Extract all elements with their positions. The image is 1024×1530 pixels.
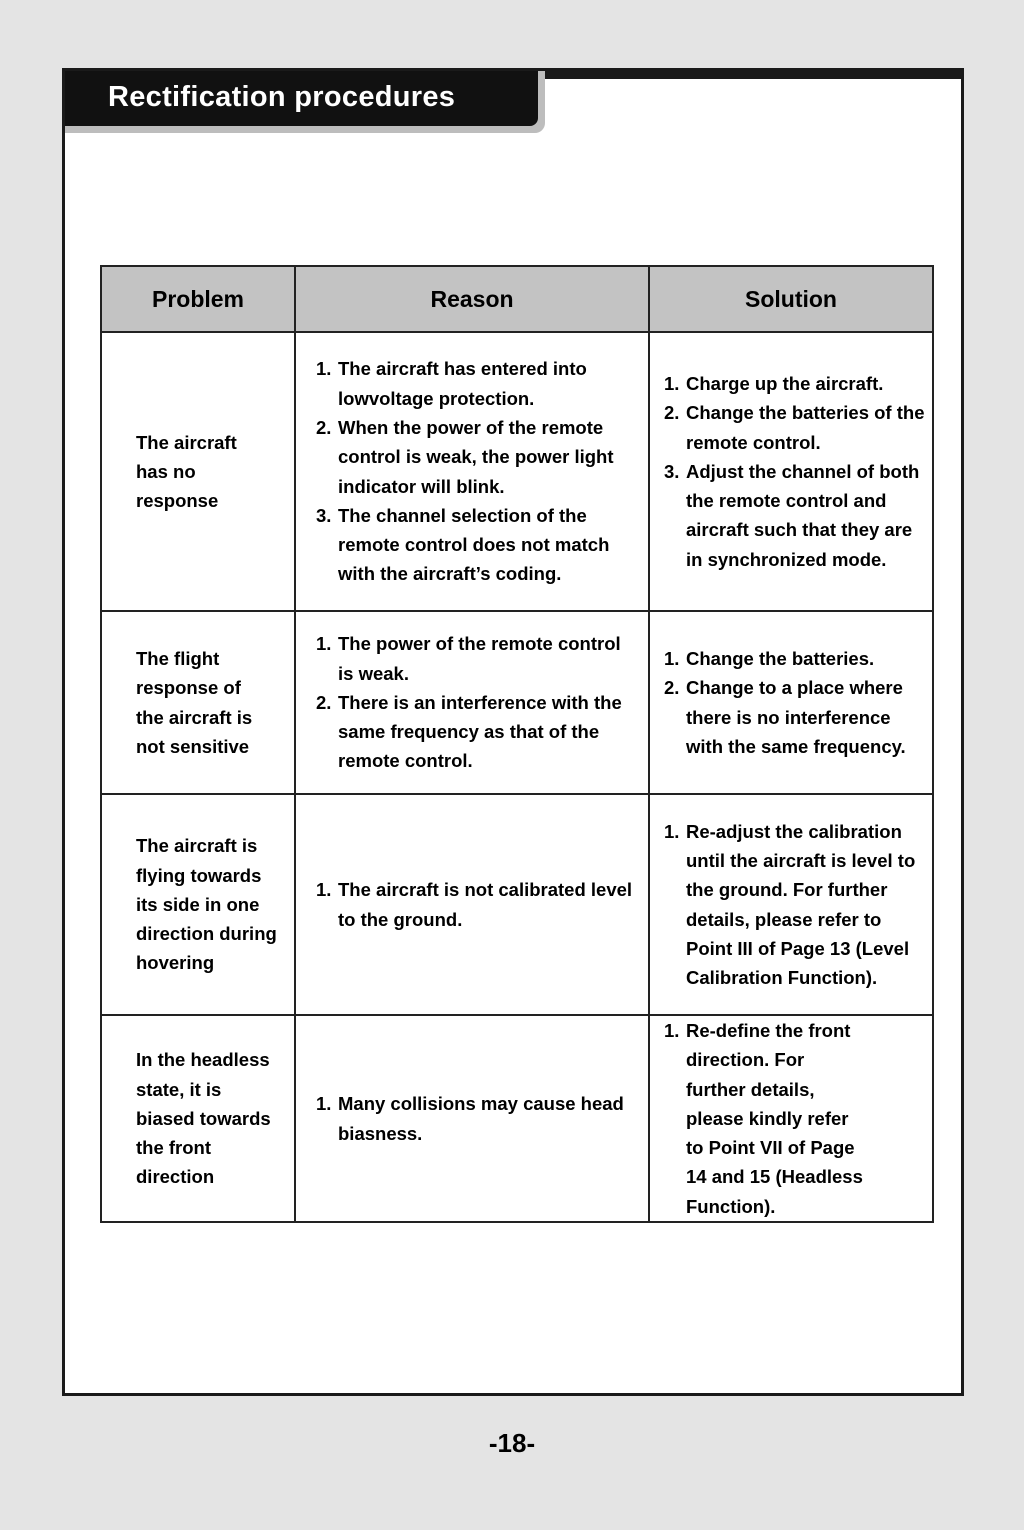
- reason-cell: [295, 794, 649, 1015]
- problem-cell: [101, 794, 295, 1015]
- problem-text: In the headless state, it is biased towards the front direction: [136, 1049, 271, 1188]
- header-reason: Reason: [295, 266, 649, 332]
- reason-cell: [295, 1015, 649, 1222]
- reason-list: [316, 875, 640, 934]
- list-item: 2. Change the batteries of the remote control.: [664, 402, 925, 453]
- problem-text: The aircraft is flying towards its side in one direction during hovering: [136, 835, 277, 974]
- title-tab: [65, 71, 538, 126]
- list-item: 3. Adjust the channel of both the remote control and aircraft such that they are in synchronized mode.: [664, 460, 920, 570]
- page-number: -18-: [488, 1428, 536, 1458]
- problem-cell: [101, 1015, 295, 1222]
- solution-list: [664, 1016, 864, 1221]
- list-item: 1. The power of the remote control is weak.: [316, 633, 621, 684]
- solution-cell: [649, 1015, 933, 1222]
- problem-text: The flight response of the aircraft is not sensitive: [136, 647, 253, 757]
- list-item: 3. The channel selection of the remote control does not match with the aircraft’s coding.: [316, 504, 610, 585]
- solution-list: [664, 817, 928, 993]
- list-item: 1. Charge up the aircraft.: [664, 372, 884, 394]
- header-problem: Problem: [101, 266, 295, 332]
- solution-cell: [649, 332, 933, 611]
- list-item: 1. The aircraft has entered into lowvoltage protection.: [316, 358, 587, 409]
- page-title: Rectification procedures: [108, 81, 456, 113]
- solution-cell: [649, 794, 933, 1015]
- reason-list: [316, 629, 640, 775]
- problem-cell: [101, 332, 295, 611]
- table-header-row: [101, 266, 933, 332]
- header-solution: Solution: [649, 266, 933, 332]
- list-item: 1. Re-define the front direction. For further details, please kindly refer to Point VII of Page 14 and 15 (Headless Function).: [664, 1020, 863, 1217]
- reason-list: [316, 354, 640, 588]
- solution-list: [664, 369, 928, 574]
- reason-cell: [295, 611, 649, 794]
- table-row: [101, 794, 933, 1015]
- list-item: 2. When the power of the remote control is weak, the power light indicator will blink.: [316, 416, 614, 497]
- solution-list: [664, 644, 928, 761]
- table-row: [101, 611, 933, 794]
- table-row: [101, 332, 933, 611]
- rectification-table: [100, 265, 934, 1223]
- problem-text: The aircraft has no response: [136, 431, 237, 512]
- reason-cell: [295, 332, 649, 611]
- problem-cell: [101, 611, 295, 794]
- table-row: [101, 1015, 933, 1222]
- list-item: 1. Re-adjust the calibration until the aircraft is level to the ground. For further details, please refer to Point III of Page 13 (Level Calibration Function).: [664, 820, 916, 989]
- reason-list: [316, 1089, 640, 1148]
- list-item: 2. There is an interference with the same frequency as that of the remote control.: [316, 691, 622, 772]
- list-item: 2. Change to a place where there is no interference with the same frequency.: [664, 677, 906, 757]
- list-item: 1. Change the batteries.: [664, 647, 875, 669]
- solution-cell: [649, 611, 933, 794]
- list-item: 1. Many collisions may cause head biasness.: [316, 1093, 624, 1144]
- list-item: 1. The aircraft is not calibrated level to the ground.: [316, 879, 633, 930]
